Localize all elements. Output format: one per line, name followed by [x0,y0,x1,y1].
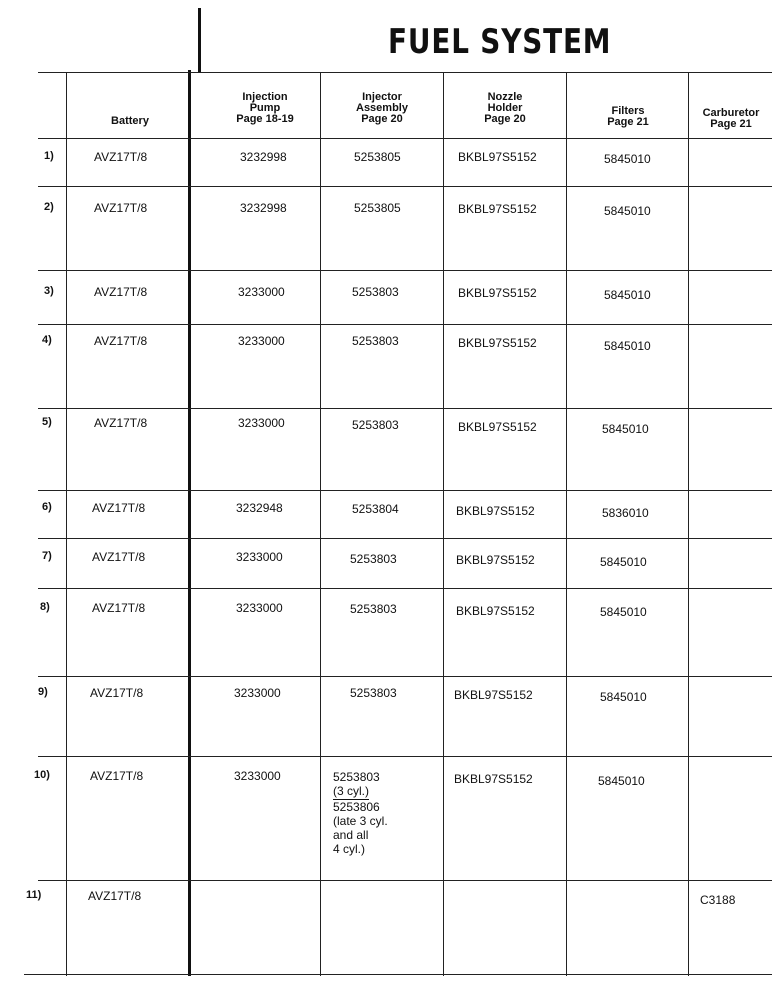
injector-cell: 5253805 [354,150,401,164]
row-sep [38,270,772,271]
battery-cell: AVZ17T/8 [92,601,146,615]
pump-cell: 3233000 [238,334,285,348]
pump-cell: 3232998 [240,201,287,215]
pump-cell: 3233000 [238,416,285,430]
injector-cell-multiline: 5253803 (3 cyl.) 5253806 (late 3 cyl. and all 4 cyl.) [333,770,388,856]
pump-cell: 3232948 [236,501,283,515]
section-divider-lower [188,70,191,976]
filters-cell: 5845010 [600,555,647,569]
injector-cell: 5253803 [352,418,399,432]
filters-cell: 5845010 [604,288,651,302]
row-number: 9) [38,686,48,698]
col-sep [688,72,689,976]
row-sep [38,538,772,539]
pump-cell: 3233000 [236,601,283,615]
row-number: 5) [42,416,52,428]
filters-cell: 5845010 [600,605,647,619]
row-sep [38,676,772,677]
battery-cell: AVZ17T/8 [94,150,148,164]
pump-cell: 3233000 [236,550,283,564]
nozzle-cell: BKBL97S5152 [458,286,537,300]
header-battery: Battery [111,115,149,127]
nozzle-cell: BKBL97S5152 [456,604,535,618]
row-number: 2) [44,201,54,213]
col-sep [566,72,567,976]
battery-cell: AVZ17T/8 [92,550,146,564]
section-divider [198,8,201,72]
battery-cell: AVZ17T/8 [90,769,144,783]
row-number: 1) [44,150,54,162]
header-carburetor: Carburetor Page 21 [702,107,760,130]
nozzle-cell: BKBL97S5152 [458,336,537,350]
row-sep [38,756,772,757]
battery-cell: AVZ17T/8 [92,501,146,515]
injector-cell: 5253805 [354,201,401,215]
filters-cell: 5845010 [602,422,649,436]
row-sep [38,880,772,881]
battery-cell: AVZ17T/8 [94,334,148,348]
nozzle-cell: BKBL97S5152 [458,202,537,216]
row-number: 7) [42,550,52,562]
header-filters: Filters Page 21 [607,105,649,128]
injector-cell: 5253804 [352,502,399,516]
col-sep [443,72,444,976]
row-number: 4) [42,334,52,346]
injector-cell: 5253803 [352,334,399,348]
pump-cell: 3233000 [234,686,281,700]
filters-cell: 5845010 [598,774,645,788]
pump-cell: 3233000 [234,769,281,783]
col-sep [66,72,67,976]
battery-cell: AVZ17T/8 [90,686,144,700]
nozzle-cell: BKBL97S5152 [454,688,533,702]
filters-cell: 5836010 [602,506,649,520]
nozzle-cell: BKBL97S5152 [456,553,535,567]
battery-cell: AVZ17T/8 [94,285,148,299]
col-sep [320,72,321,976]
page-title: FUEL SYSTEM [388,22,612,62]
nozzle-cell: BKBL97S5152 [458,150,537,164]
battery-cell: AVZ17T/8 [94,201,148,215]
battery-cell: AVZ17T/8 [94,416,148,430]
injector-cell: 5253803 [350,552,397,566]
header-injector-assembly: Injector Assembly Page 20 [356,91,408,125]
row-sep [38,324,772,325]
header-top-line [38,72,772,73]
battery-cell: AVZ17T/8 [88,889,142,903]
header-bottom-line [38,138,772,139]
nozzle-cell: BKBL97S5152 [456,504,535,518]
injector-cell: 5253803 [350,602,397,616]
row-sep [38,490,772,491]
row-sep [38,186,772,187]
row-number: 8) [40,601,50,613]
row-sep [38,588,772,589]
table-bottom-line [24,974,772,975]
carburetor-cell: C3188 [700,893,736,907]
nozzle-cell: BKBL97S5152 [458,420,537,434]
row-number: 10) [34,769,50,781]
filters-cell: 5845010 [600,690,647,704]
header-injection-pump: Injection Pump Page 18-19 [236,91,294,125]
injector-cell: 5253803 [352,285,399,299]
nozzle-cell: BKBL97S5152 [454,772,533,786]
filters-cell: 5845010 [604,204,651,218]
pump-cell: 3233000 [238,285,285,299]
row-sep [38,408,772,409]
pump-cell: 3232998 [240,150,287,164]
row-number: 11) [26,889,42,901]
injector-cell: 5253803 [350,686,397,700]
filters-cell: 5845010 [604,339,651,353]
row-number: 3) [44,285,54,297]
filters-cell: 5845010 [604,152,651,166]
row-number: 6) [42,501,52,513]
header-nozzle-holder: Nozzle Holder Page 20 [484,91,526,125]
